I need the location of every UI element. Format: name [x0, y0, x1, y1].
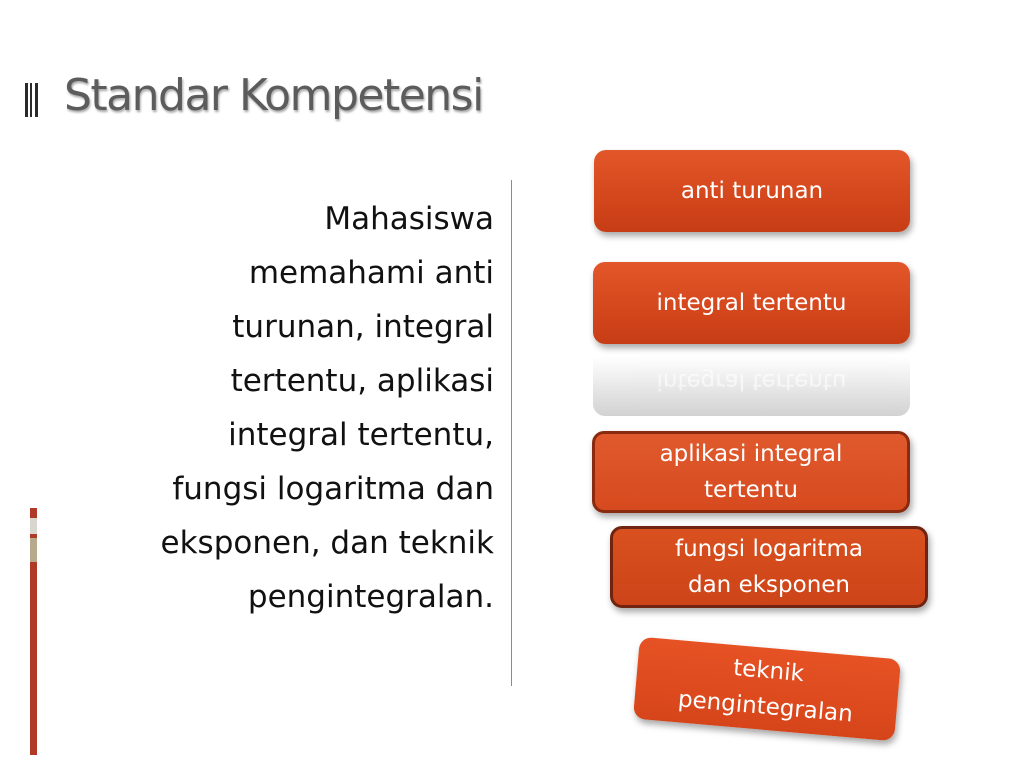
topic-box-aplikasi-integral — [592, 431, 910, 513]
topic-box-anti-turunan — [594, 150, 910, 232]
vertical-divider — [511, 180, 512, 686]
competency-statement: Mahasiswa memahami anti turunan, integral tertentu, aplikasi integral tertentu, fungsi logaritma dan eksponen, dan teknik pengintegralan. — [160, 201, 494, 615]
topic-label-reflection: integral tertentu — [656, 368, 847, 394]
left-accent-bar — [30, 508, 37, 755]
topic-label-integral-tertentu: integral tertentu — [656, 290, 847, 316]
topic-box-fungsi-logaritma — [610, 526, 928, 608]
topic-label-aplikasi-integral: aplikasi integral tertentu — [659, 441, 843, 503]
accent-bar-segment-light — [30, 518, 37, 534]
topic-label-fungsi-logaritma: fungsi logaritma dan eksponen — [674, 536, 864, 598]
slide-title: Standar Kompetensi — [64, 70, 483, 121]
accent-bar-segment-tan — [30, 538, 37, 562]
topic-label-anti-turunan: anti turunan — [680, 178, 824, 204]
topic-box-teknik-pengintegralan — [633, 637, 901, 742]
topic-box-reflection — [593, 346, 910, 416]
title-marker-icon — [25, 83, 39, 117]
topic-label-teknik-pengintegralan: teknik pengintegralan — [676, 655, 854, 728]
topic-box-integral-tertentu — [593, 262, 910, 344]
